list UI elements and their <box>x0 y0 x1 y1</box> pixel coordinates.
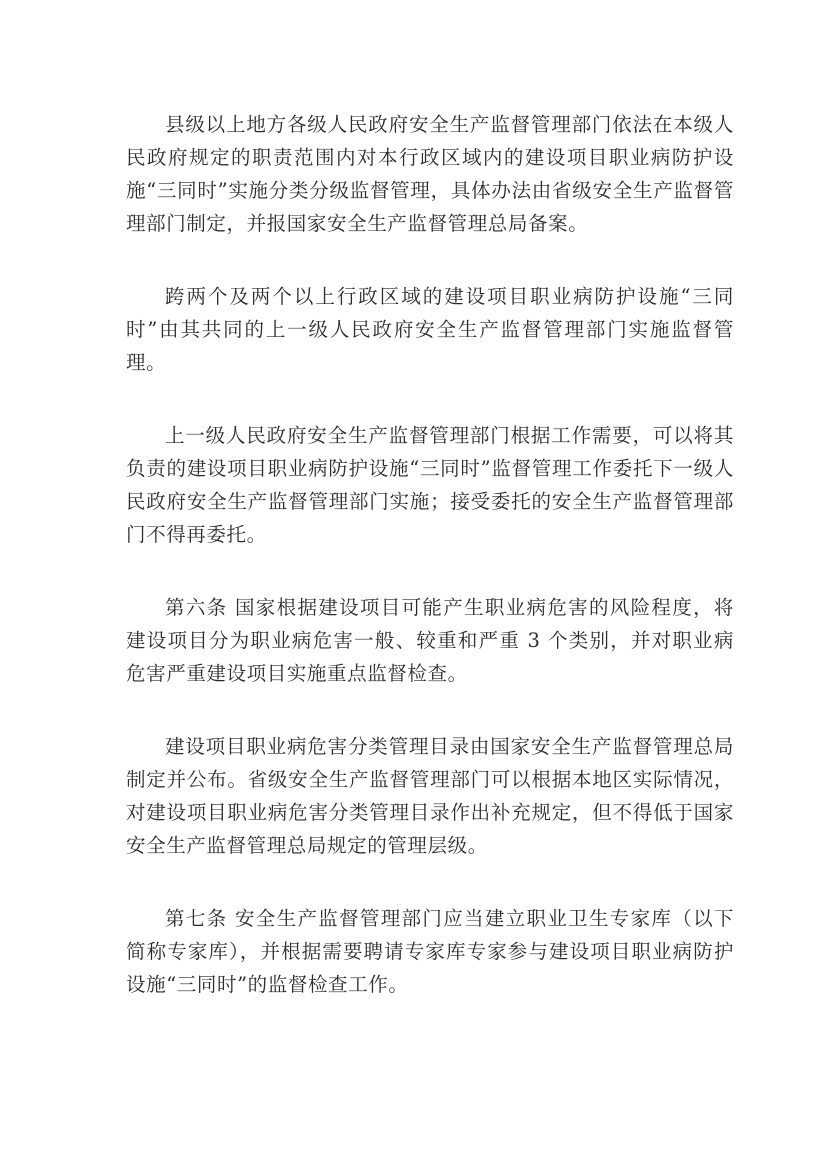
paragraph-delegation: 上一级人民政府安全生产监督管理部门根据工作需要，可以将其负责的建设项目职业病防护设施“三同时”监督管理工作委托下一级人民政府安全生产监督管理部门实施；接受委托的安全生产监督管理部门不得再委托。 <box>126 424 734 546</box>
paragraph-article-6: 第六条 国家根据建设项目可能产生职业病危害的风险程度，将建设项目分为职业病危害一般、较重和严重 3 个类别，并对职业病危害严重建设项目实施重点监督检查。 <box>126 596 734 685</box>
paragraph-classification-catalog: 建设项目职业病危害分类管理目录由国家安全生产监督管理总局制定并公布。省级安全生产监督管理部门可以根据本地区实际情况，对建设项目职业病危害分类管理目录作出补充规定，但不得低于国家安全生产监督管理总局规定的管理层级。 <box>126 735 734 857</box>
document-body <box>126 108 734 1041</box>
paragraph-jurisdiction: 县级以上地方各级人民政府安全生产监督管理部门依法在本级人民政府规定的职责范围内对本行政区域内的建设项目职业病防护设施“三同时”实施分类分级监督管理，具体办法由省级安全生产监督管理部门制定，并报国家安全生产监督管理总局备案。 <box>126 113 734 235</box>
paragraph-cross-region: 跨两个及两个以上行政区域的建设项目职业病防护设施“三同时”由其共同的上一级人民政府安全生产监督管理部门实施监督管理。 <box>126 285 734 374</box>
paragraph-article-7: 第七条 安全生产监督管理部门应当建立职业卫生专家库（以下简称专家库），并根据需要聘请专家库专家参与建设项目职业病防护设施“三同时”的监督检查工作。 <box>126 907 734 996</box>
